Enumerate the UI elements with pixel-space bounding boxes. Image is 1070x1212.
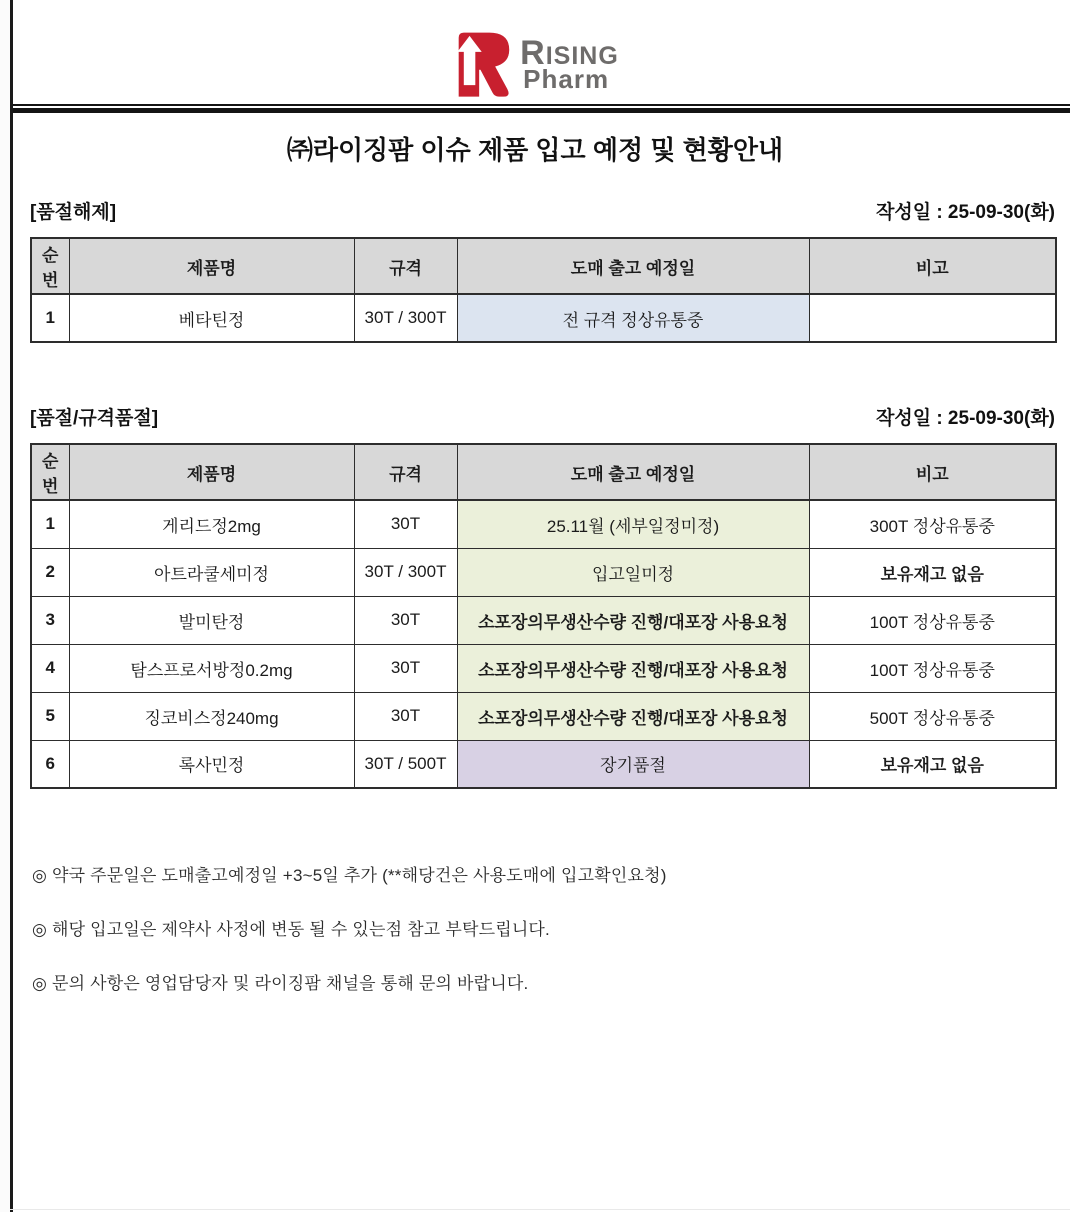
table-row (31, 548, 1056, 596)
cell-note: 보유재고 없음 (809, 548, 1056, 596)
cell-schedule: 소포장의무생산수량 진행/대포장 사용요청 (457, 644, 809, 692)
cell-product-name: 징코비스정240mg (69, 692, 354, 740)
rising-pharm-logo (0, 0, 1070, 104)
table-row (31, 692, 1056, 740)
cell-no: 4 (31, 644, 69, 692)
cell-note: 300T 정상유통중 (809, 500, 1056, 548)
cell-spec: 30T / 300T (354, 294, 457, 342)
cell-schedule: 소포장의무생산수량 진행/대포장 사용요청 (457, 596, 809, 644)
table-header-row (31, 444, 1056, 500)
cell-schedule: 전 규격 정상유통중 (457, 294, 809, 342)
cell-note: 100T 정상유통중 (809, 596, 1056, 644)
cell-schedule: 장기품절 (457, 740, 809, 788)
section-head-restock (30, 197, 1055, 224)
table-row (31, 740, 1056, 788)
written-date-2: 작성일 : 25-09-30(화) (875, 408, 1055, 429)
outage-table (30, 443, 1057, 789)
col-header-note: 비고 (809, 444, 1056, 500)
cell-spec: 30T (354, 596, 457, 644)
cell-note (809, 294, 1056, 342)
cell-product-name: 탐스프로서방정0.2mg (69, 644, 354, 692)
section-head-outage (30, 403, 1055, 430)
col-header-schedule: 도매 출고 예정일 (457, 444, 809, 500)
col-header-no: 순번 (31, 444, 69, 500)
left-border-line (10, 0, 13, 1212)
cell-no: 3 (31, 596, 69, 644)
cell-no: 5 (31, 692, 69, 740)
col-header-product: 제품명 (69, 444, 354, 500)
header-divider (0, 104, 1070, 113)
cell-schedule: 소포장의무생산수량 진행/대포장 사용요청 (457, 692, 809, 740)
rising-arrow-logo-icon (451, 27, 515, 101)
cell-product-name: 발미탄정 (69, 596, 354, 644)
cell-spec: 30T (354, 500, 457, 548)
table-row (31, 596, 1056, 644)
cell-schedule: 25.11월 (세부일정미정) (457, 500, 809, 548)
cell-schedule: 입고일미정 (457, 548, 809, 596)
section-label-restock: [품절해제] (30, 202, 117, 223)
note-pharmacy-order: ◎ 약국 주문일은 도매출고예정일 +3~5일 추가 (**해당건은 사용도매에 입고확인요청) (32, 866, 667, 885)
col-header-spec: 규격 (354, 444, 457, 500)
cell-spec: 30T (354, 692, 457, 740)
cell-no: 2 (31, 548, 69, 596)
cell-no: 6 (31, 740, 69, 788)
col-header-spec: 규격 (354, 238, 457, 294)
col-header-note: 비고 (809, 238, 1056, 294)
cell-spec: 30T / 500T (354, 740, 457, 788)
logo-text-pharm: Pharm (523, 64, 610, 94)
section-label-outage: [품절/규격품절] (30, 408, 159, 429)
cell-product-name: 아트라쿨세미정 (69, 548, 354, 596)
logo-text-rising: RISING (520, 34, 619, 72)
cell-product-name: 록사민정 (69, 740, 354, 788)
cell-note: 500T 정상유통중 (809, 692, 1056, 740)
table-row (31, 644, 1056, 692)
logo-text-block (520, 36, 619, 92)
cell-note: 100T 정상유통중 (809, 644, 1056, 692)
note-schedule-change: ◎ 해당 입고일은 제약사 사정에 변동 될 수 있는점 참고 부탁드립니다. (32, 920, 550, 939)
footer-notes (0, 861, 1070, 994)
cell-spec: 30T / 300T (354, 548, 457, 596)
note-contact: ◎ 문의 사항은 영업담당자 및 라이징팜 채널을 통해 문의 바랍니다. (32, 974, 529, 993)
cell-spec: 30T (354, 644, 457, 692)
table-row (31, 294, 1056, 342)
page-title: ㈜라이징팜 이슈 제품 입고 예정 및 현황안내 (286, 135, 784, 165)
col-header-no: 순번 (31, 238, 69, 294)
scan-bottom-edge (10, 1209, 1070, 1210)
table-row (31, 500, 1056, 548)
cell-product-name: 베타틴정 (69, 294, 354, 342)
document-body (0, 197, 1070, 789)
table-header-row (31, 238, 1056, 294)
col-header-product: 제품명 (69, 238, 354, 294)
cell-no: 1 (31, 500, 69, 548)
col-header-schedule: 도매 출고 예정일 (457, 238, 809, 294)
cell-no: 1 (31, 294, 69, 342)
scan-margin (0, 0, 10, 1212)
written-date-1: 작성일 : 25-09-30(화) (875, 202, 1055, 223)
cell-product-name: 게리드정2mg (69, 500, 354, 548)
cell-note: 보유재고 없음 (809, 740, 1056, 788)
restock-table (30, 237, 1057, 343)
